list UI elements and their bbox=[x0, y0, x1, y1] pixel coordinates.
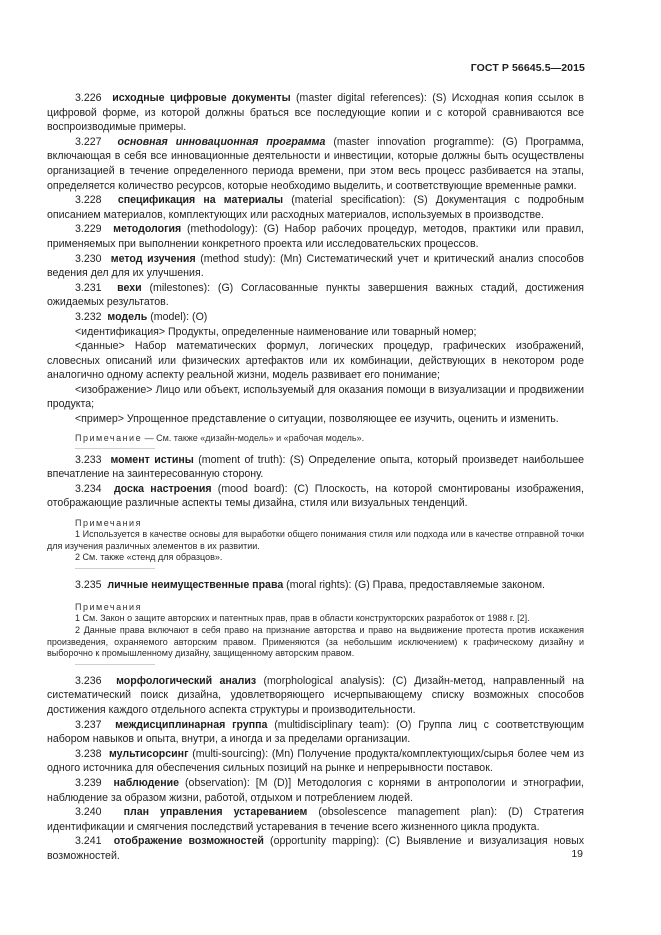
note-3-232: Примечание — См. также «дизайн-модель» и «рабочая модель». bbox=[75, 432, 365, 443]
document-body bbox=[47, 91, 584, 864]
entry-3-234: 3.234 доска настроения (mood board): (C) Плоскость, на которой смонтированы изображения, отображающие различные аспекты темы дизайна, стиля или визуальных тенденций. bbox=[47, 482, 584, 510]
entry-3-233: 3.233 момент истины (moment of truth): (S) Определение опыта, который произведет наибольшее впечатление на заинтересованную сторону. bbox=[47, 453, 584, 481]
model-item: <изображение> Лицо или объект, используемый для оказания помощи в визуализации и продвижении продукта; bbox=[47, 383, 584, 411]
note-item: 2 Данные права включают в себя право на признание авторства и право на выдвижение протеста против искажения произведения, охраняемого авторским правом. Применяются (за небольшим исключением) к графическому дизайну и выборочно к промышленному дизайну, защищенному авторским правом. bbox=[47, 625, 584, 659]
model-item: <пример> Упрощенное представление о ситуации, позволяющее ее изучить, оценить и изменить. bbox=[75, 413, 559, 426]
separator bbox=[75, 448, 155, 449]
entry-3-239: 3.239 наблюдение (observation): [M (D)] Методология с корнями в антропологии и этнографии, наблюдение за образом жизни, работой, отдыхом и потреблением людей. bbox=[47, 776, 584, 804]
standard-header: ГОСТ Р 56645.5—2015 bbox=[470, 62, 585, 74]
page-number: 19 bbox=[571, 848, 583, 860]
notes-heading: Примечания bbox=[75, 602, 142, 613]
entry-3-226: 3.226 исходные цифровые документы (master digital references): (S) Исходная копия ссылок в цифровой форме, из которой должны браться все последующие копии и с которой сравниваются все воспроизводимые примеры. bbox=[47, 92, 584, 134]
entry-3-237: 3.237 междисциплинарная группа (multidisciplinary team): (O) Группа лиц с соответствующим набором навыков и опыта, внутри, а иногда и за пределами организации. bbox=[47, 718, 585, 746]
note-item: 1 См. Закон о защите авторских и патентных прав, прав в области конструкторских разработок от 1988 г. [2]. bbox=[75, 613, 530, 624]
entry-3-231: 3.231 вехи (milestones): (G) Согласованные пункты завершения важных стадий, достижения ожидаемых результатов. bbox=[47, 281, 585, 309]
entry-3-240: 3.240 план управления устареванием (obsolescence management plan): (D) Стратегия идентификации и смягчения последствий устаревания в течение всего жизненного цикла продукта. bbox=[47, 806, 585, 833]
separator bbox=[75, 664, 155, 665]
entry-3-232: 3.232 модель (model): (O) bbox=[75, 310, 208, 323]
entry-3-227: 3.227 основная инновационная программа (master innovation programme): (G) Программа, включающая в себя все инновационные деятельности и инвестиции, которые должны быть осуществлены организацией в течение определенного периода времени, при этом весь процесс разбивается на этапы, определяется количество ресурсов, которые необходимо выделить, и соответствующие временные рамки. bbox=[47, 135, 584, 192]
model-item: <идентификация> Продукты, определенные наименование или товарный номер; bbox=[75, 325, 477, 338]
notes-heading: Примечания bbox=[75, 518, 142, 529]
entry-3-228: 3.228 спецификация на материалы (material specification): (S) Документация с подробным описанием материалов, комплектующих или расходных материалов, используемых в производстве. bbox=[47, 194, 585, 221]
note-item: 1 Используется в качестве основы для выработки общего понимания стиля или подхода или в качестве отправной точки для изучения различных элементов в их развитии. bbox=[47, 529, 584, 551]
entry-3-235: 3.235 личные неимущественные права (moral rights): (G) Права, предоставляемые законом. bbox=[75, 578, 545, 591]
entry-3-241: 3.241 отображение возможностей (opportunity mapping): (C) Выявление и визуализация новых возможностей. bbox=[47, 835, 584, 862]
entry-3-230: 3.230 метод изучения (method study): (Mn) Систематический учет и критический анализ способов ведения дел для их улучшения. bbox=[47, 252, 584, 280]
note-item: 2 См. также «стенд для образцов». bbox=[75, 552, 223, 563]
entry-3-236: 3.236 морфологический анализ (morphological analysis): (C) Дизайн-метод, направленный на систематический поиск дизайна, удовлетворяющего исчерпывающему списку возможных способов достижения каждого отдельного аспекта структуры и производительности. bbox=[47, 674, 584, 716]
entries-block-1 bbox=[47, 91, 584, 427]
separator bbox=[75, 568, 155, 569]
entry-3-238: 3.238 мультисорсинг (multi-sourcing): (Mn) Получение продукта/комплектующих/сырья более чем из одного источника для обеспечения сильных позиций на рынке и непрерывности поставок. bbox=[47, 747, 584, 775]
entry-3-229: 3.229 методология (methodology): (G) Набор рабочих процедур, методов, практики или правил, применяемых при выполнении конкретного проекта или исследовательских процессов. bbox=[47, 223, 584, 250]
model-item: <данные> Набор математических формул, логических процедур, графических изображений, словесных описаний или физических артефактов или их комбинации, действующих в некотором роде аналогично одному аспекту реальной жизни, модель развивает его понимание; bbox=[47, 340, 584, 382]
